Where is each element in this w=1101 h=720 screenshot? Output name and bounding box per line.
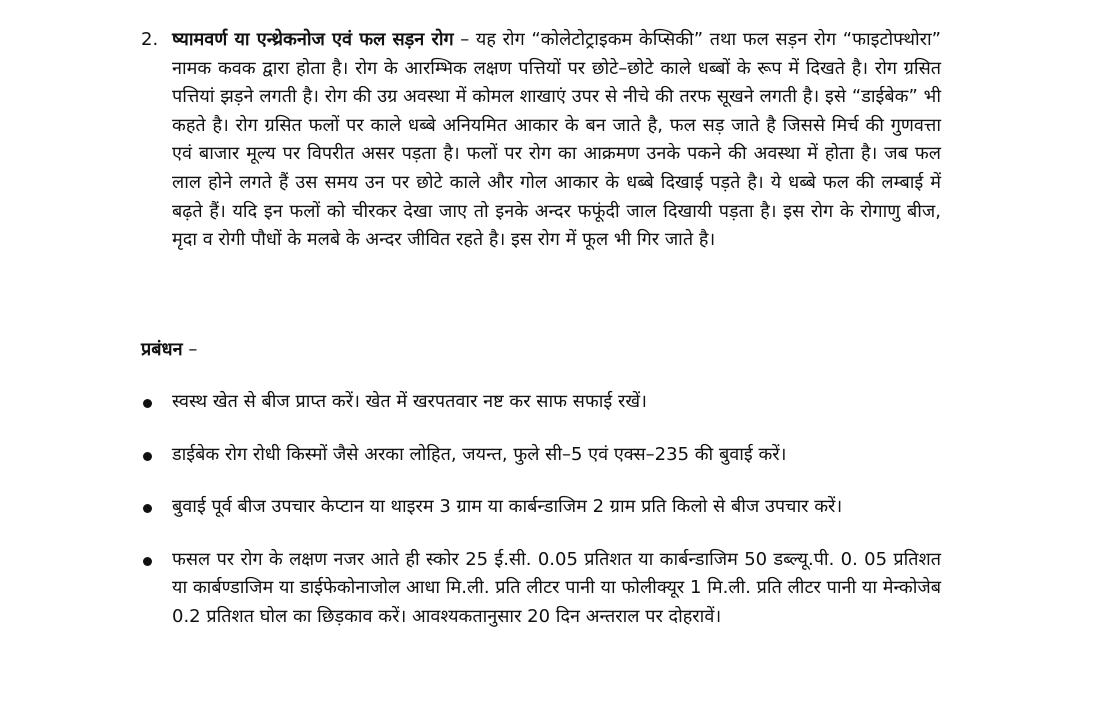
disease-paragraph [172, 26, 941, 255]
management-item-text: डाईबेक रोग रोधी किस्मों जैसे अरका लोहित, जयन्त, फुले सी–5 एवं एक्स–235 की बुवाई करें। [172, 443, 787, 465]
management-item [141, 388, 941, 417]
section-number: 2. [141, 29, 159, 50]
disease-description: – यह रोग “कोलेटोट्राइकम केप्सिकी” तथा फल सड़न रोग “फाइटोफ्थोरा” नामक कवक द्वारा होता है। रोग के आरम्भिक लक्षण पत्तियों पर छोटे–छोटे काले धब्बों के रूप में दिखते है। रोग ग्रसित पत्तियां झड़ने लगती है। रोग की उग्र अवस्था में कोमल शाखाएं उपर से नीचे की तरफ सूखने लगती है। इसे “डाईबेक” भी कहते है। रोग ग्रसित फलों पर काले धब्बे अनियमित आकार के बन जाते है, फल सड़ जाते है जिससे मिर्च की गुणवत्ता एवं बाजार मूल्य पर विपरीत असर पड़ता है। फलों पर रोग का आक्रमण उनके पकने की अवस्था में होता है। जब फल लाल होने लगते हैं उस समय उन पर छोटे काले और गोल आकार के धब्बे दिखाई पड़ते है। ये धब्बे फल की लम्बाई में बढ़ते हैं। यदि इन फलों को चीरकर देखा जाए तो इनके अन्दर फफूंदी जाल दिखायी पड़ता है। इस रोग के रोगाणु बीज, मृदा व रोगी पौधों के मलबे के अन्दर जीवित रहते है। इस रोग में फूल भी गिर जाते है। [172, 29, 941, 251]
management-item-text: फसल पर रोग के लक्षण नजर आते ही स्कोर 25 ई.सी. 0.05 प्रतिशत या कार्बन्डाजिम 50 डब्ल्यू.पी. 0. 05 प्रतिशत या कार्बण्डाजिम या डाईफेकोनाजोल आधा मि.ली. प्रति लीटर पानी या फोलीक्यूर 1 मि.ली. प्रति लीटर पानी या मेन्कोजेब 0.2 प्रतिशत घोल का छिड़काव करें। आवश्यकतानुसार 20 दिन अन्तराल पर दोहरावें। [172, 548, 941, 627]
disease-title: ष्यामवर्ण या एन्थ्रेकनोज एवं फल सड़न रोग [172, 29, 454, 50]
bullet-icon [143, 557, 152, 566]
bullet-icon [143, 452, 152, 461]
bullet-icon [143, 399, 152, 408]
management-heading-text: प्रबंधन [141, 339, 183, 360]
management-item-text: बुवाई पूर्व बीज उपचार केप्टान या थाइरम 3 ग्राम या कार्बन्डाजिम 2 ग्राम प्रति किलो से बीज उपचार करें। [172, 496, 843, 518]
bullet-icon [143, 504, 152, 513]
management-item [141, 493, 941, 522]
management-heading [141, 336, 197, 364]
management-item-text: स्वस्थ खेत से बीज प्राप्त करें। खेत में खरपतवार नष्ट कर साफ सफाई रखें। [172, 391, 647, 412]
management-list [141, 388, 941, 632]
disease-section [141, 26, 941, 255]
management-heading-dash: – [182, 339, 198, 360]
management-item [141, 546, 941, 632]
management-item [141, 441, 941, 470]
